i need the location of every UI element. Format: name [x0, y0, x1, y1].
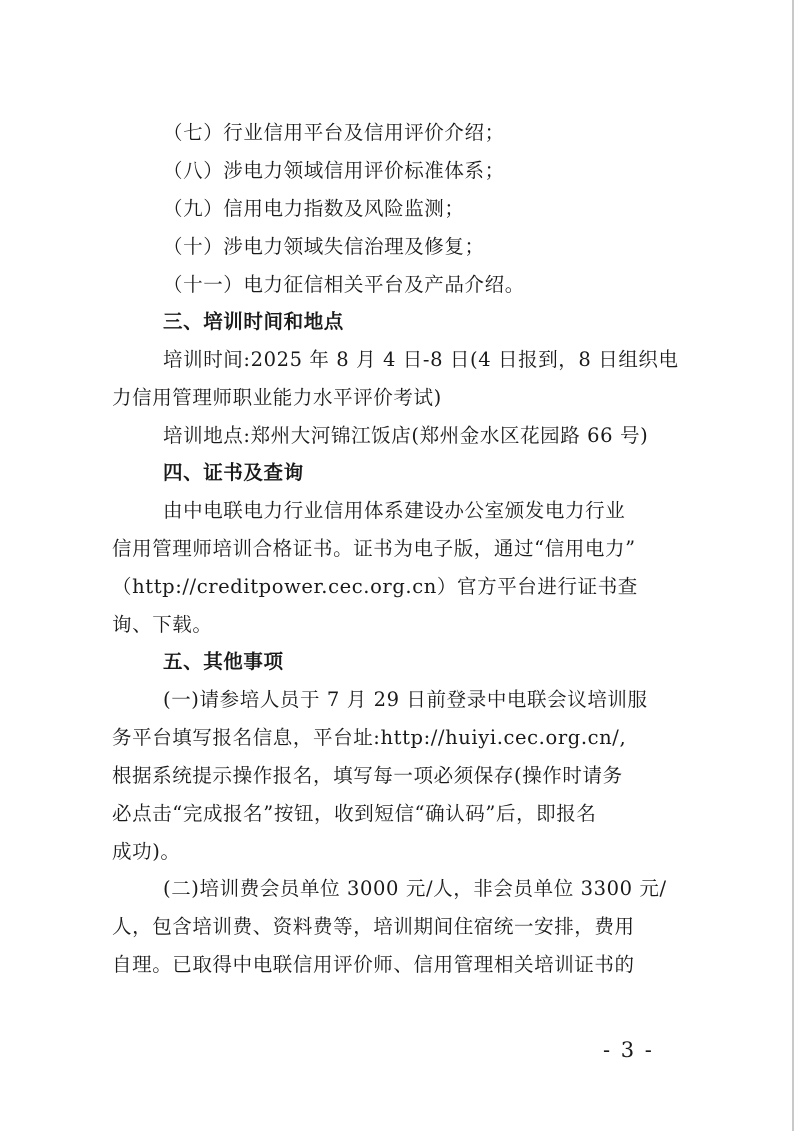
item-8: （八）涉电力领域信用评价标准体系； — [163, 159, 505, 182]
item-10: （十）涉电力领域失信治理及修复； — [163, 235, 485, 258]
item-7: （七）行业信用平台及信用评价介绍； — [163, 121, 505, 144]
training-time-line-1: 培训时间:2025 年 8 月 4 日-8 日(4 日报到，8 日组织电 — [163, 348, 679, 371]
registration-line-5: 成功)。 — [112, 840, 181, 863]
section-4-heading: 四、证书及查询 — [163, 461, 304, 484]
registration-line-4: 必点击“完成报名”按钮，收到短信“确认码”后，即报名 — [112, 802, 597, 825]
page-number: - 3 - — [603, 1038, 654, 1062]
fee-line-3: 自理。已取得中电联信用评价师、信用管理相关培训证书的 — [112, 953, 635, 976]
registration-line-2: 务平台填写报名信息，平台址:http://huiyi.cec.org.cn/, — [112, 726, 627, 749]
certificate-line-4: 询、下载。 — [112, 613, 213, 636]
section-3-heading: 三、培训时间和地点 — [163, 310, 344, 333]
certificate-line-3: （http://creditpower.cec.org.cn）官方平台进行证书查 — [112, 575, 638, 598]
fee-line-1: (二)培训费会员单位 3000 元/人，非会员单位 3300 元/ — [163, 877, 667, 900]
fee-line-2: 人，包含培训费、资料费等，培训期间住宿统一安排，费用 — [112, 915, 635, 938]
certificate-line-1: 由中电联电力行业信用体系建设办公室颁发电力行业 — [163, 499, 626, 522]
registration-line-3: 根据系统提示操作报名，填写每一项必须保存(操作时请务 — [112, 764, 623, 787]
training-time-line-2: 力信用管理师职业能力水平评价考试) — [112, 386, 442, 409]
item-11: （十一）电力征信相关平台及产品介绍。 — [163, 273, 525, 296]
certificate-line-2: 信用管理师培训合格证书。证书为电子版，通过“信用电力” — [112, 537, 636, 560]
registration-line-1: (一)请参培人员于 7 月 29 日前登录中电联会议培训服 — [163, 688, 648, 711]
training-place: 培训地点:郑州大河锦江饭店(郑州金水区花园路 66 号) — [163, 424, 649, 447]
scan-edge-line — [792, 0, 794, 1131]
section-5-heading: 五、其他事项 — [163, 650, 284, 673]
item-9: （九）信用电力指数及风险监测； — [163, 197, 465, 220]
